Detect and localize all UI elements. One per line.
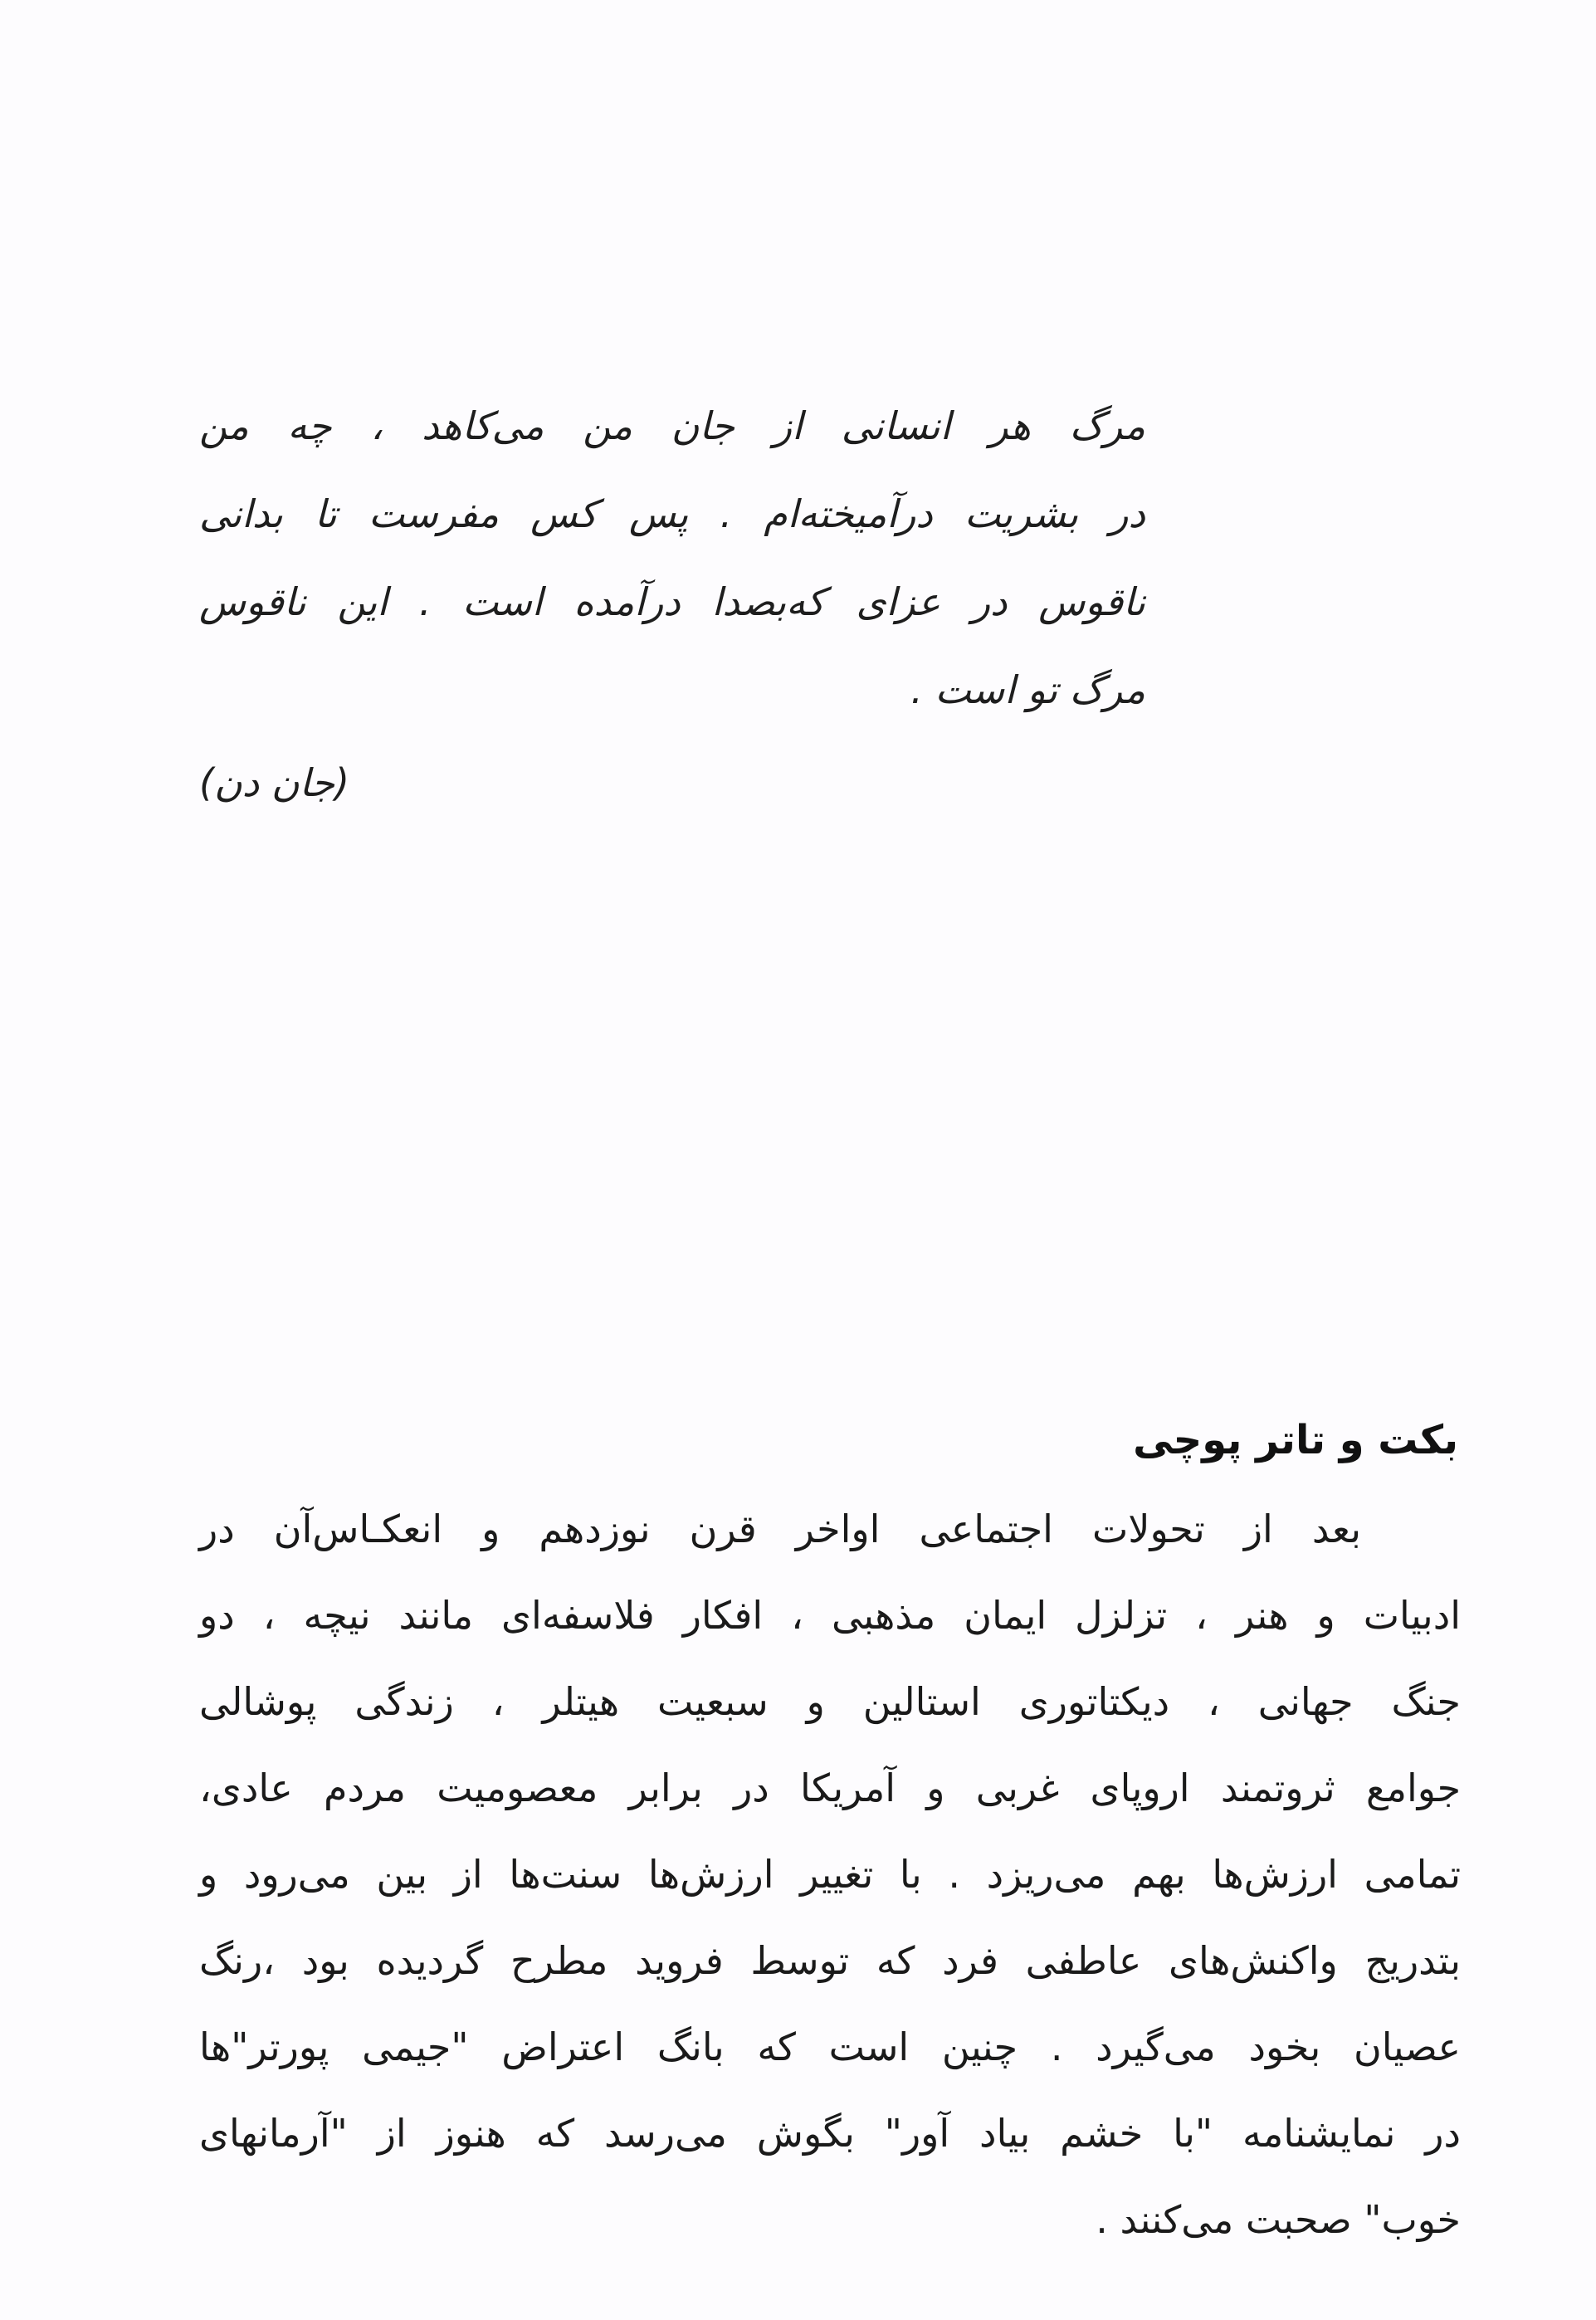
- epigraph-attribution: (جان دن): [199, 760, 350, 805]
- epigraph-line: مرگ هر انسانی از جان من می‌کاهد ، چه من: [199, 403, 1145, 448]
- body-line: خوب" صحبت می‌کنند .: [1096, 2197, 1461, 2242]
- body-line: بعد از تحولات اجتماعی اواخر قرن نوزدهم و انعکـاس‌آن در: [199, 1507, 1361, 1551]
- section-body: [199, 1486, 1461, 2263]
- body-line: در نمایشنامه "با خشم بیاد آور" بگوش می‌رسد که هنوز از "آرمانهای: [199, 2111, 1461, 2156]
- section-heading: بکت و تاتر پوچی: [1133, 1417, 1458, 1463]
- body-line: جنگ جهانی ، دیکتاتوری استالین و سبعیت هیتلر ، زندگی پوشالی: [199, 1679, 1461, 1724]
- body-line: ادبیات و هنر ، تزلزل ایمان مذهبی ، افکار فلاسفه‌ای مانند نیچه ، دو: [199, 1593, 1461, 1638]
- body-line: جوامع ثروتمند اروپای غربی و آمریکا در برابر معصومیت مردم عادی،: [199, 1766, 1461, 1810]
- epigraph-line: ناقوس در عزای که‌بصدا درآمده است . این ناقوس: [199, 579, 1145, 624]
- epigraph-quote: [199, 382, 1145, 734]
- body-line: عصیان بخود می‌گیرد . چنین است که بانگ اعتراض "جیمی پورتر"ها: [199, 2025, 1461, 2069]
- epigraph-line: مرگ تو است .: [910, 667, 1145, 712]
- body-line: تمامی ارزش‌ها بهم می‌ریزد . با تغییر ارزش‌ها سنت‌ها از بین می‌رود و: [199, 1852, 1461, 1897]
- epigraph-line: در بشریت درآمیخته‌ام . پس کس مفرست تا بدانی: [199, 491, 1145, 536]
- body-line: بتدریج واکنش‌های عاطفی فرد که توسط فروید مطرح گردیده بود ،رنگ: [199, 1938, 1461, 1983]
